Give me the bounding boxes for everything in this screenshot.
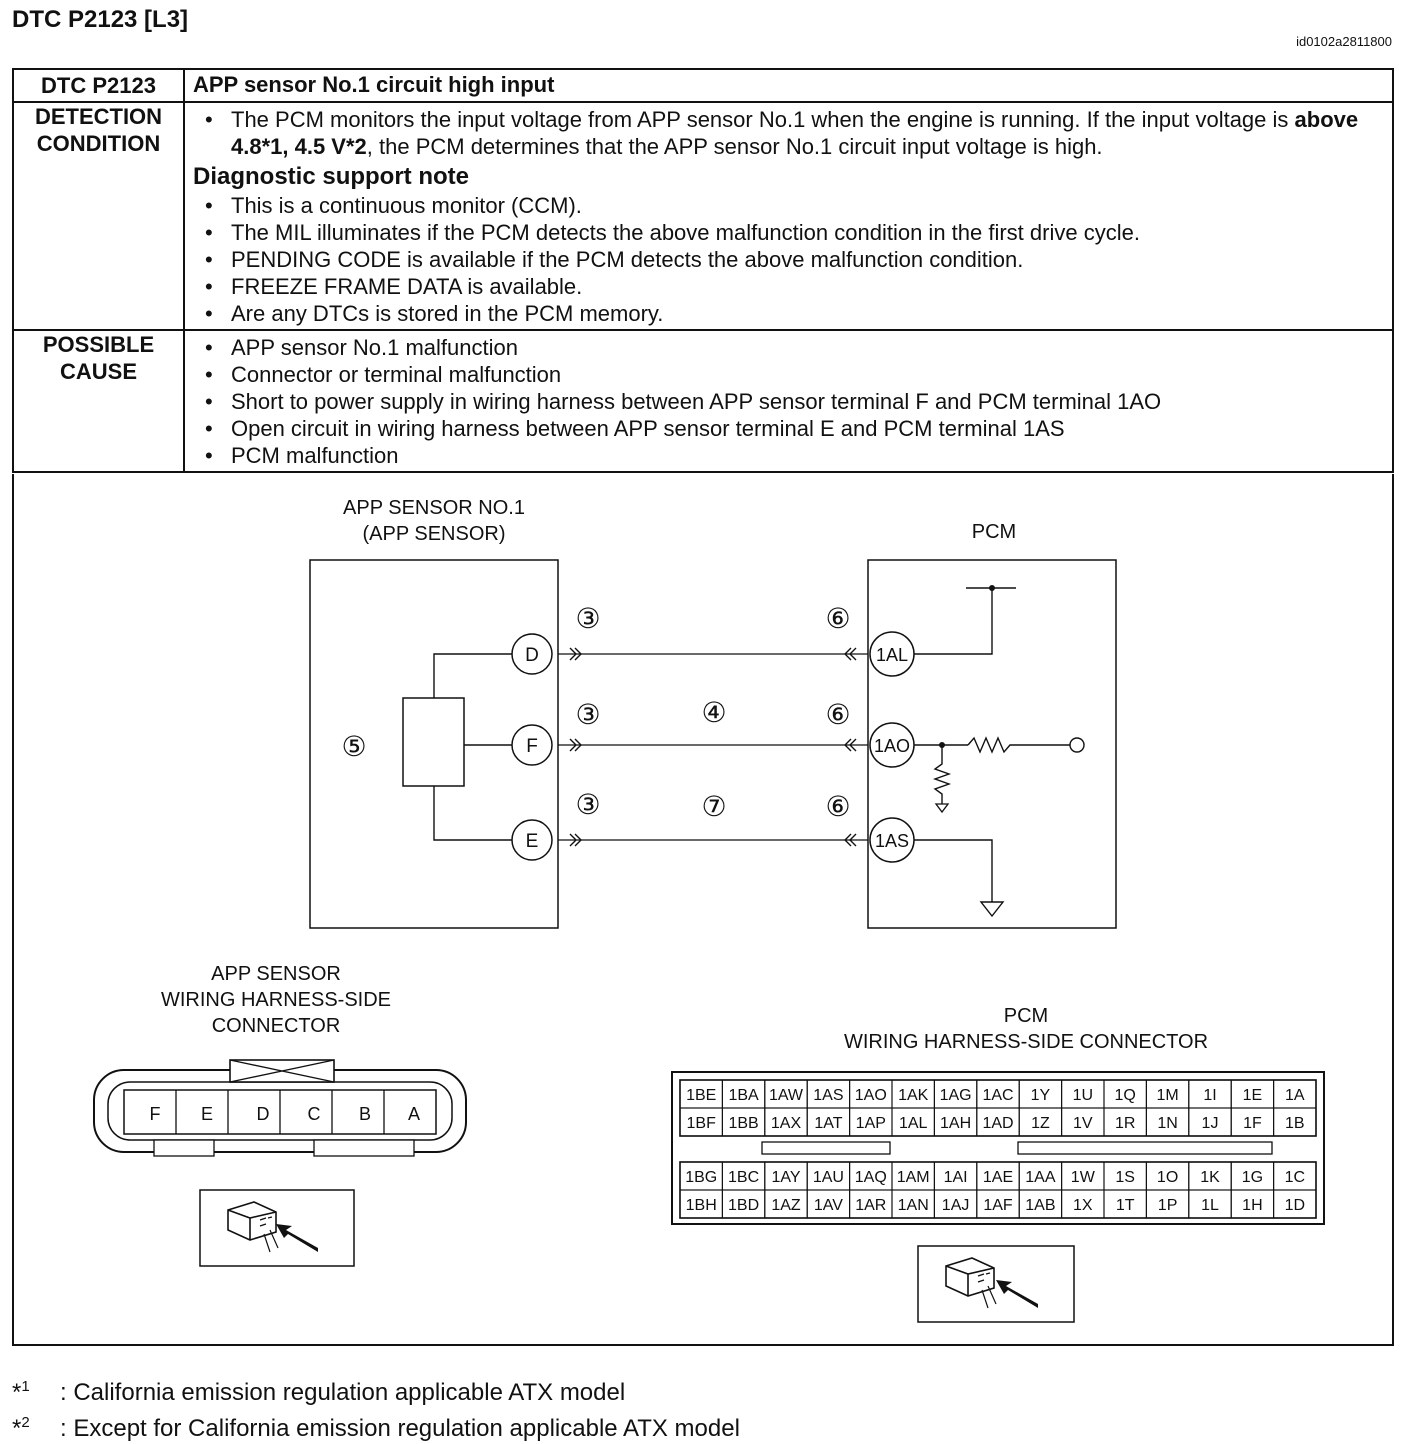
connector-view-icon xyxy=(918,1246,1074,1322)
pcm-pin-label: 1BG xyxy=(685,1169,718,1186)
pcm-pin-label: 1G xyxy=(1241,1169,1264,1186)
sensor-terminal-f xyxy=(512,725,552,765)
pcm-connector-pins xyxy=(680,1080,1316,1218)
pcm-title: PCM xyxy=(971,521,1017,543)
detection-condition-content xyxy=(184,102,1393,330)
pcm-pin-label: 1Y xyxy=(1030,1087,1051,1104)
pcm-pin-label: 1AW xyxy=(768,1087,804,1104)
document-id: id0102a2811800 xyxy=(1296,34,1392,49)
svg-text:1AL: 1AL xyxy=(875,645,909,665)
pcm-pin-label: 1L xyxy=(1201,1197,1219,1214)
pcm-connector xyxy=(672,1072,1324,1224)
pcm-pin-label: 1AZ xyxy=(771,1197,801,1214)
pcm-pin-label: 1J xyxy=(1201,1115,1219,1132)
wiring-diagram xyxy=(14,474,1396,1346)
sensor-connector-title: CONNECTOR xyxy=(211,1015,341,1037)
reference-voltage-terminal xyxy=(1070,738,1084,752)
connector-pin: C xyxy=(307,1104,321,1124)
sensor-element xyxy=(403,698,464,786)
pcm-pin-label: 1F xyxy=(1243,1115,1262,1132)
pcm-pin-label: 1H xyxy=(1242,1197,1263,1214)
possible-cause-label: POSSIBLE CAUSE xyxy=(13,330,184,472)
wiring-diagram-panel xyxy=(12,474,1394,1346)
pcm-terminal-1ao xyxy=(870,723,914,767)
possible-cause-content xyxy=(184,330,1393,472)
pcm-pin-label: 1N xyxy=(1157,1115,1178,1132)
pcm-pin-label: 1AJ xyxy=(941,1197,970,1214)
pcm-terminal-1as xyxy=(870,818,914,862)
support-note: • This is a continuous monitor (CCM). xyxy=(193,192,1384,219)
callout-5: ⑤ xyxy=(341,731,367,762)
pcm-pin-label: 1P xyxy=(1157,1197,1178,1214)
pcm-pin-label: 1W xyxy=(1070,1169,1095,1186)
callout-4: ④ xyxy=(701,697,727,728)
page-title: DTC P2123 [L3] xyxy=(12,6,189,33)
sensor-connector-title: WIRING HARNESS-SIDE xyxy=(160,989,392,1011)
pcm-pin-label: 1V xyxy=(1073,1115,1093,1132)
pcm-pin-label: 1R xyxy=(1114,1115,1136,1132)
svg-text:1AS: 1AS xyxy=(874,831,910,851)
sensor-title-sub: (APP SENSOR) xyxy=(362,523,506,545)
app-sensor-connector xyxy=(94,1060,466,1156)
pcm-pin-label: 1AU xyxy=(812,1169,844,1186)
pcm-pin-label: 1E xyxy=(1242,1087,1263,1104)
table-header-row xyxy=(13,69,1393,102)
footnotes xyxy=(12,1372,740,1444)
pcm-pin-label: 1AM xyxy=(896,1169,930,1186)
pcm-pin-label: 1X xyxy=(1073,1197,1093,1214)
pcm-pin-label: 1T xyxy=(1115,1197,1135,1214)
callout-3: ③ xyxy=(575,603,601,634)
pcm-pin-label: 1AV xyxy=(813,1197,843,1214)
pcm-pin-label: 1AH xyxy=(940,1115,972,1132)
connector-pin: F xyxy=(149,1104,161,1124)
pcm-pin-label: 1I xyxy=(1203,1087,1217,1104)
pcm-pin-label: 1AD xyxy=(982,1115,1014,1132)
ground-symbol-icon xyxy=(981,902,1003,916)
footnote: *$^1$ : California emission regulation applicable ATX model xyxy=(12,1378,626,1406)
pcm-pin-label: 1AG xyxy=(939,1087,972,1104)
dtc-code-cell: DTC P2123 xyxy=(13,69,184,102)
sensor-terminal-e xyxy=(512,820,552,860)
possible-cause-row xyxy=(13,330,1393,472)
ground-symbol-icon xyxy=(936,804,948,812)
pcm-pin-label: 1BB xyxy=(728,1115,759,1132)
svg-text:D: D xyxy=(525,645,539,666)
pcm-pin-label: 1AS xyxy=(813,1087,844,1104)
sensor-terminal-d xyxy=(512,634,552,674)
pcm-pin-label: 1BA xyxy=(728,1087,759,1104)
callout-6: ⑥ xyxy=(825,603,851,634)
support-note: • The MIL illuminates if the PCM detects the above malfunction condition in the first drive cycle. xyxy=(193,219,1384,246)
support-note: • PENDING CODE is available if the PCM detects the above malfunction condition. xyxy=(193,246,1384,273)
detection-condition-row xyxy=(13,102,1393,330)
pcm-pin-label: 1Z xyxy=(1031,1115,1050,1132)
connector-pin: E xyxy=(200,1104,214,1124)
pcm-pin-label: 1AQ xyxy=(854,1169,887,1186)
pcm-pin-label: 1BD xyxy=(728,1197,760,1214)
pcm-pin-label: 1AP xyxy=(855,1115,886,1132)
pcm-pin-label: 1AE xyxy=(982,1169,1014,1186)
pcm-pin-label: 1AT xyxy=(814,1115,843,1132)
sensor-title: APP SENSOR NO.1 xyxy=(343,497,525,519)
possible-cause-item: • PCM malfunction xyxy=(193,442,1384,469)
callout-7: ⑦ xyxy=(701,791,727,822)
svg-text:1AO: 1AO xyxy=(873,736,911,756)
pcm-pin-label: 1AC xyxy=(982,1087,1014,1104)
possible-cause-item: • Connector or terminal malfunction xyxy=(193,361,1384,388)
pcm-pin-label: 1BC xyxy=(728,1169,760,1186)
callout-6: ⑥ xyxy=(825,791,851,822)
pcm-pin-label: 1BH xyxy=(685,1197,717,1214)
pcm-pin-label: 1AB xyxy=(1025,1197,1056,1214)
pcm-pin-label: 1K xyxy=(1200,1169,1220,1186)
pcm-pin-label: 1AK xyxy=(898,1087,929,1104)
sensor-connector-title: APP SENSOR xyxy=(211,963,341,985)
pcm-pin-label: 1BE xyxy=(686,1087,717,1104)
pcm-pin-label: 1AX xyxy=(770,1115,802,1132)
callout-3: ③ xyxy=(575,699,601,730)
connector-pin: D xyxy=(256,1104,270,1124)
svg-text:F: F xyxy=(526,736,538,757)
svg-text:E: E xyxy=(525,831,539,852)
pcm-pin-label: 1AA xyxy=(1025,1169,1056,1186)
pcm-pin-label: 1A xyxy=(1285,1087,1305,1104)
pcm-pin-label: 1AO xyxy=(854,1087,887,1104)
possible-cause-item: • Open circuit in wiring harness between APP sensor terminal E and PCM terminal 1AS xyxy=(193,415,1384,442)
pcm-connector-title: PCM xyxy=(1003,1005,1049,1027)
pcm-pin-label: 1B xyxy=(1285,1115,1305,1132)
callout-3: ③ xyxy=(575,789,601,820)
possible-cause-item: • Short to power supply in wiring harness between APP sensor terminal F and PCM terminal 1AO xyxy=(193,388,1384,415)
detection-condition-label: DETECTION CONDITION xyxy=(13,102,184,330)
connector-view-icon xyxy=(200,1190,354,1266)
connector-pin: A xyxy=(407,1104,421,1124)
pcm-pin-label: 1S xyxy=(1115,1169,1135,1186)
pcm-pin-label: 1AI xyxy=(943,1169,968,1186)
pcm-pin-label: 1AY xyxy=(771,1169,801,1186)
support-note: • FREEZE FRAME DATA is available. xyxy=(193,273,1384,300)
dtc-table xyxy=(12,68,1394,473)
callout-6: ⑥ xyxy=(825,699,851,730)
pcm-pin-label: 1M xyxy=(1156,1087,1179,1104)
pcm-pin-label: 1Q xyxy=(1114,1087,1136,1104)
pulldown-resistor xyxy=(935,745,949,804)
pcm-pin-label: 1U xyxy=(1072,1087,1094,1104)
pcm-pin-label: 1AF xyxy=(983,1197,1013,1214)
possible-cause-item: • APP sensor No.1 malfunction xyxy=(193,334,1384,361)
pcm-pin-label: 1D xyxy=(1284,1197,1306,1214)
pcm-pin-label: 1AL xyxy=(898,1115,928,1132)
pcm-connector-title: WIRING HARNESS-SIDE CONNECTOR xyxy=(843,1031,1209,1053)
pullup-resistor xyxy=(968,738,1070,752)
pcm-terminal-1al xyxy=(870,632,914,676)
pcm-pin-label: 1BF xyxy=(686,1115,716,1132)
diagnostic-support-heading: Diagnostic support note xyxy=(193,163,469,190)
support-note: • Are any DTCs is stored in the PCM memory. xyxy=(193,300,1384,327)
pcm-pin-label: 1AR xyxy=(855,1197,887,1214)
footnote: *$^2$ : Except for California emission regulation applicable ATX model xyxy=(12,1414,740,1442)
detection-intro: • The PCM monitors the input voltage from APP sensor No.1 when the engine is running. If the input voltage is above 4.8*1, 4.5 V*2, the PCM determines that the APP sensor No.1 circuit input voltage is high. xyxy=(193,106,1384,160)
connector-pin: B xyxy=(358,1104,372,1124)
dtc-description-cell: APP sensor No.1 circuit high input xyxy=(184,69,1393,102)
pcm-pin-label: 1C xyxy=(1284,1169,1306,1186)
pcm-pin-label: 1AN xyxy=(897,1197,929,1214)
pcm-pin-label: 1O xyxy=(1156,1169,1179,1186)
